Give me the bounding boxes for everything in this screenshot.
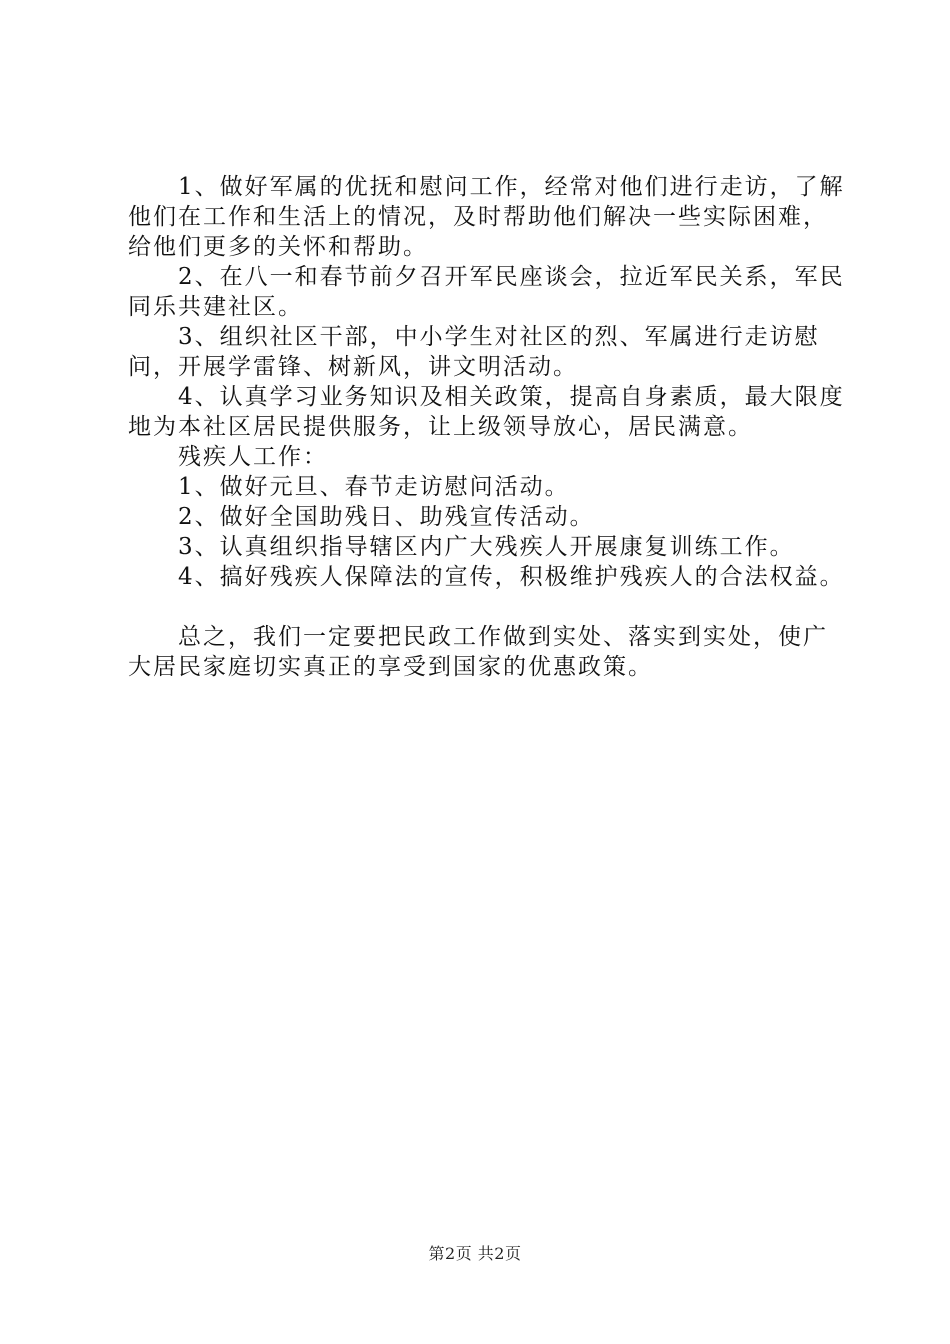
page-number-footer: 第2页 共2页	[428, 1244, 522, 1263]
paragraph-military-care-3: 3、组织社区干部，中小学生对社区的烈、军属进行走访慰问，开展学雷锋、树新风，讲文明活动。	[128, 324, 820, 380]
paragraph-conclusion: 总之，我们一定要把民政工作做到实处、落实到实处，使广大居民家庭切实真正的享受到国家的优惠政策。	[128, 624, 828, 680]
paragraph-disabled-work-4: 4、搞好残疾人保障法的宣传，积极维护残疾人的合法权益。	[178, 564, 845, 590]
paragraph-military-care-1: 1、做好军属的优抚和慰问工作，经常对他们进行走访，了解他们在工作和生活上的情况，及时帮助他们解决一些实际困难，给他们更多的关怀和帮助。	[128, 174, 845, 260]
document-body	[128, 172, 848, 682]
paragraph-military-care-2: 2、在八一和春节前夕召开军民座谈会，拉近军民关系，军民同乐共建社区。	[128, 264, 845, 320]
section-heading-disabled-work: 残疾人工作：	[178, 444, 328, 470]
paragraph-disabled-work-3: 3、认真组织指导辖区内广大残疾人开展康复训练工作。	[178, 534, 795, 560]
paragraph-disabled-work-1: 1、做好元旦、春节走访慰问活动。	[178, 474, 570, 500]
paragraph-disabled-work-2: 2、做好全国助残日、助残宣传活动。	[178, 504, 595, 530]
paragraph-military-care-4: 4、认真学习业务知识及相关政策，提高自身素质，最大限度地为本社区居民提供服务，让上级领导放心，居民满意。	[128, 384, 845, 440]
